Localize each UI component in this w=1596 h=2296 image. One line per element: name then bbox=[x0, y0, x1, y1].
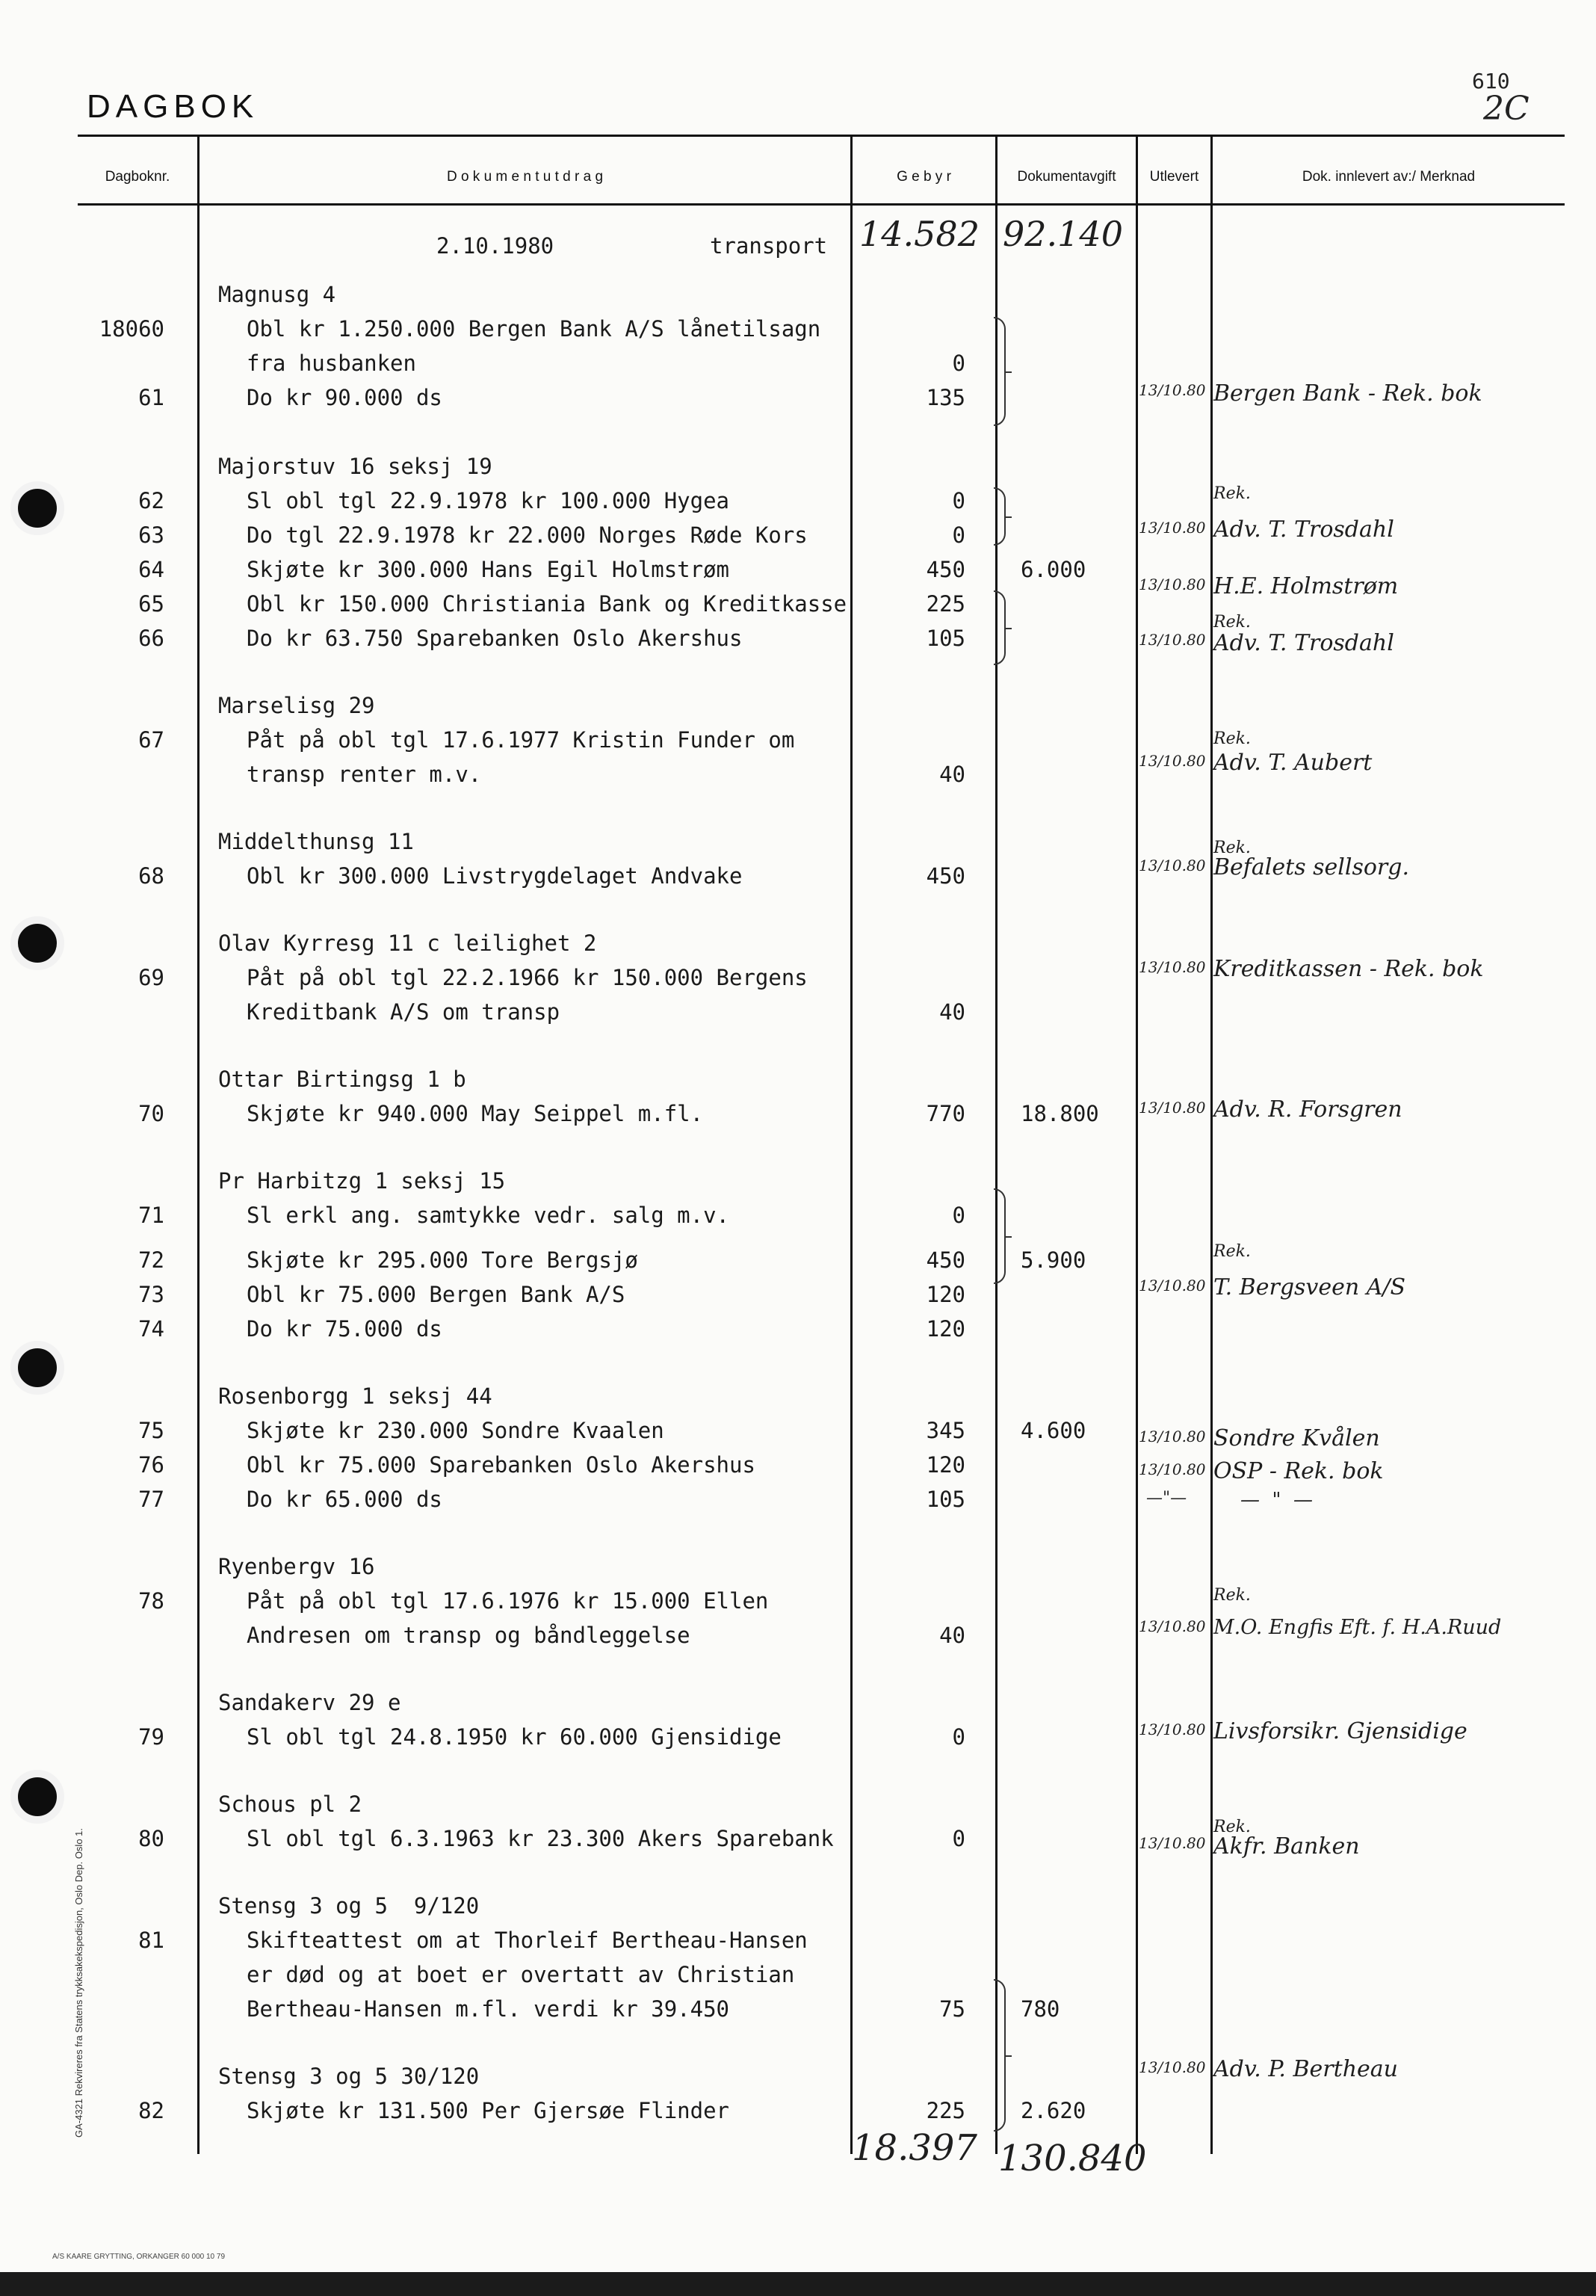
document-entry: Andresen om transp og båndleggelse bbox=[247, 1623, 690, 1648]
document-entry: Skjøte kr 131.500 Per Gjersøe Flinder bbox=[247, 2098, 730, 2123]
gebyr-value: 105 bbox=[926, 1487, 965, 1512]
dagboknr: 71 bbox=[138, 1203, 164, 1228]
gebyr-value: 0 bbox=[952, 1203, 965, 1228]
brace bbox=[994, 590, 1006, 665]
dagboknr: 77 bbox=[138, 1487, 164, 1512]
handwritten-note: T. Bergsveen A/S bbox=[1213, 1274, 1406, 1300]
handwritten-date: 13/10.80 bbox=[1139, 1428, 1206, 1445]
handwritten-note: Akfr. Banken bbox=[1213, 1833, 1360, 1860]
handwritten-date: 13/10.80 bbox=[1139, 958, 1206, 976]
property-heading: Ryenbergv 16 bbox=[218, 1554, 375, 1579]
gebyr-value: 40 bbox=[939, 999, 965, 1025]
punch-hole bbox=[10, 481, 64, 535]
handwritten-rek: Rek. bbox=[1213, 613, 1251, 632]
dagboknr: 76 bbox=[138, 1452, 164, 1478]
property-heading: Sandakerv 29 e bbox=[218, 1690, 401, 1715]
brace bbox=[994, 317, 1006, 426]
dagboknr: 70 bbox=[138, 1101, 164, 1126]
dagboknr: 69 bbox=[138, 965, 164, 990]
document-entry: Skjøte kr 230.000 Sondre Kvaalen bbox=[247, 1418, 664, 1443]
handwritten-date: 13/10.80 bbox=[1139, 1277, 1206, 1294]
column-rule bbox=[995, 135, 998, 2154]
handwritten-date: 13/10.80 bbox=[1139, 1099, 1206, 1117]
column-rule bbox=[850, 135, 853, 2154]
property-heading: Middelthunsg 11 bbox=[218, 829, 414, 854]
document-entry: Kreditbank A/S om transp bbox=[247, 999, 560, 1025]
handwritten-date: 13/10.80 bbox=[1139, 1721, 1206, 1738]
column-rule bbox=[197, 135, 200, 2154]
gebyr-value: 120 bbox=[926, 1316, 965, 1342]
brace bbox=[994, 1979, 1006, 2132]
transport-avgift-handwritten: 92.140 bbox=[1003, 214, 1123, 254]
gebyr-value: 0 bbox=[952, 1724, 965, 1750]
gebyr-value: 120 bbox=[926, 1282, 965, 1307]
column-header-utlevert: Utlevert bbox=[1149, 169, 1199, 185]
gebyr-value: 450 bbox=[926, 1247, 965, 1273]
dokumentavgift-value: 6.000 bbox=[1021, 557, 1086, 582]
column-header-dokumentavgift: Dokumentavgift bbox=[1017, 169, 1116, 185]
document-entry: Bertheau-Hansen m.fl. verdi kr 39.450 bbox=[247, 1996, 730, 2022]
gebyr-value: 135 bbox=[926, 385, 965, 410]
handwritten-note: Bergen Bank - Rek. bok bbox=[1213, 380, 1482, 407]
gebyr-value: 120 bbox=[926, 1452, 965, 1478]
document-entry: Obl kr 150.000 Christiania Bank og Kreditkasse bbox=[247, 591, 847, 617]
punch-hole bbox=[10, 916, 64, 970]
dagboknr: 82 bbox=[138, 2098, 164, 2123]
handwritten-ditto: — " — bbox=[1240, 1489, 1314, 1511]
dokumentavgift-value: 780 bbox=[1021, 1996, 1060, 2022]
column-header-dokumentutdrag: D o k u m e n t u t d r a g bbox=[446, 169, 604, 185]
document-entry: Sl erkl ang. samtykke vedr. salg m.v. bbox=[247, 1203, 730, 1228]
property-heading: Rosenborgg 1 seksj 44 bbox=[218, 1383, 492, 1409]
total-gebyr-handwritten: 18.397 bbox=[852, 2127, 977, 2169]
dagboknr: 64 bbox=[138, 557, 164, 582]
header-bottom-rule bbox=[78, 203, 1565, 206]
column-header-gebyr: G e b y r bbox=[897, 169, 951, 185]
brace bbox=[994, 1188, 1006, 1284]
document-entry: Do kr 63.750 Sparebanken Oslo Akershus bbox=[247, 626, 743, 651]
handwritten-date: 13/10.80 bbox=[1139, 631, 1206, 649]
punch-hole bbox=[10, 1770, 64, 1824]
handwritten-note: Befalets sellsorg. bbox=[1213, 854, 1410, 880]
page-number: 610 bbox=[1472, 69, 1510, 93]
handwritten-note: Adv. R. Forsgren bbox=[1213, 1096, 1402, 1123]
dagboknr: 81 bbox=[138, 1928, 164, 1953]
dagboknr: 72 bbox=[138, 1247, 164, 1273]
dagboknr: 18060 bbox=[99, 316, 164, 342]
handwritten-date: 13/10.80 bbox=[1139, 575, 1206, 593]
handwritten-ditto: —"— bbox=[1146, 1489, 1187, 1507]
handwritten-rek: Rek. bbox=[1213, 1818, 1251, 1836]
document-entry: Påt på obl tgl 17.6.1976 kr 15.000 Ellen bbox=[247, 1588, 769, 1614]
property-heading: Stensg 3 og 5 9/120 bbox=[218, 1893, 480, 1919]
document-entry: Obl kr 75.000 Bergen Bank A/S bbox=[247, 1282, 625, 1307]
dagboknr: 61 bbox=[138, 385, 164, 410]
document-entry: fra husbanken bbox=[247, 351, 416, 376]
handwritten-rek: Rek. bbox=[1213, 839, 1251, 857]
handwritten-date: 13/10.80 bbox=[1139, 519, 1206, 537]
dagboknr: 66 bbox=[138, 626, 164, 651]
gebyr-value: 770 bbox=[926, 1101, 965, 1126]
page-mark-handwritten: 2C bbox=[1483, 90, 1530, 128]
property-heading: Marselisg 29 bbox=[218, 693, 375, 718]
handwritten-rek: Rek. bbox=[1213, 484, 1251, 503]
document-entry: er død og at boet er overtatt av Christian bbox=[247, 1962, 795, 1987]
document-entry: Obl kr 300.000 Livstrygdelaget Andvake bbox=[247, 863, 743, 889]
dagboknr: 80 bbox=[138, 1826, 164, 1851]
dagboknr: 78 bbox=[138, 1588, 164, 1614]
dagboknr: 67 bbox=[138, 727, 164, 753]
handwritten-date: 13/10.80 bbox=[1139, 1834, 1206, 1852]
dagboknr: 65 bbox=[138, 591, 164, 617]
transport-date: 2.10.1980 bbox=[436, 233, 554, 259]
document-entry: Skjøte kr 300.000 Hans Egil Holmstrøm bbox=[247, 557, 730, 582]
printer-imprint: A/S KAARE GRYTTING, ORKANGER 60 000 10 79 bbox=[52, 2253, 226, 2261]
document-entry: Sl obl tgl 22.9.1978 kr 100.000 Hygea bbox=[247, 488, 730, 513]
property-heading: Pr Harbitzg 1 seksj 15 bbox=[218, 1168, 506, 1194]
handwritten-date: 13/10.80 bbox=[1139, 857, 1206, 874]
handwritten-note: Adv. T. Trosdahl bbox=[1213, 516, 1394, 543]
handwritten-note: Sondre Kvålen bbox=[1213, 1425, 1380, 1451]
gebyr-value: 40 bbox=[939, 762, 965, 787]
property-heading: Magnusg 4 bbox=[218, 282, 336, 307]
document-entry: Sl obl tgl 6.3.1963 kr 23.300 Akers Sparebank bbox=[247, 1826, 834, 1851]
column-rule bbox=[1210, 135, 1213, 2154]
transport-label: transport bbox=[710, 233, 828, 259]
gebyr-value: 450 bbox=[926, 863, 965, 889]
document-entry: Påt på obl tgl 22.2.1966 kr 150.000 Bergens bbox=[247, 965, 808, 990]
dagboknr: 73 bbox=[138, 1282, 164, 1307]
document-entry: Do tgl 22.9.1978 kr 22.000 Norges Røde Kors bbox=[247, 522, 808, 548]
handwritten-rek: Rek. bbox=[1213, 1242, 1251, 1261]
document-entry: Obl kr 75.000 Sparebanken Oslo Akershus bbox=[247, 1452, 755, 1478]
property-heading: Olav Kyrresg 11 c leilighet 2 bbox=[218, 931, 597, 956]
dokumentavgift-value: 4.600 bbox=[1021, 1418, 1086, 1443]
handwritten-note: Adv. T. Trosdahl bbox=[1213, 630, 1394, 656]
dokumentavgift-value: 5.900 bbox=[1021, 1247, 1086, 1273]
gebyr-value: 40 bbox=[939, 1623, 965, 1648]
gebyr-value: 345 bbox=[926, 1418, 965, 1443]
property-heading: Stensg 3 og 5 30/120 bbox=[218, 2064, 480, 2089]
page-title: DAGBOK bbox=[87, 88, 259, 125]
property-heading: Majorstuv 16 seksj 19 bbox=[218, 454, 492, 479]
handwritten-rek: Rek. bbox=[1213, 1586, 1251, 1605]
handwritten-date: 13/10.80 bbox=[1139, 381, 1206, 399]
total-avgift-handwritten: 130.840 bbox=[998, 2138, 1147, 2179]
document-entry: Skifteattest om at Thorleif Bertheau-Hansen bbox=[247, 1928, 808, 1953]
column-header-dagboknr: Dagboknr. bbox=[105, 169, 170, 185]
handwritten-note: H.E. Holmstrøm bbox=[1213, 573, 1399, 599]
document-entry: Do kr 65.000 ds bbox=[247, 1487, 442, 1512]
handwritten-date: 13/10.80 bbox=[1139, 2058, 1206, 2076]
gebyr-value: 225 bbox=[926, 591, 965, 617]
brace bbox=[994, 487, 1006, 546]
gebyr-value: 0 bbox=[952, 1826, 965, 1851]
gebyr-value: 0 bbox=[952, 351, 965, 376]
handwritten-date: 13/10.80 bbox=[1139, 1617, 1206, 1635]
handwritten-note: Adv. T. Aubert bbox=[1213, 750, 1373, 776]
dagboknr: 63 bbox=[138, 522, 164, 548]
document-entry: Do kr 75.000 ds bbox=[247, 1316, 442, 1342]
gebyr-value: 105 bbox=[926, 626, 965, 651]
document-entry: Skjøte kr 940.000 May Seippel m.fl. bbox=[247, 1101, 704, 1126]
dagboknr: 68 bbox=[138, 863, 164, 889]
column-rule bbox=[1136, 135, 1138, 2154]
dagboknr: 62 bbox=[138, 488, 164, 513]
gebyr-value: 75 bbox=[939, 1996, 965, 2022]
handwritten-date: 13/10.80 bbox=[1139, 752, 1206, 770]
form-number-side-text: GA-4321 Rekvireres fra Statens trykksakekspedisjon, Oslo Dep. Oslo 1. bbox=[73, 1827, 84, 2138]
punch-hole bbox=[10, 1341, 64, 1395]
property-heading: Ottar Birtingsg 1 b bbox=[218, 1067, 466, 1092]
handwritten-note: Livsforsikr. Gjensidige bbox=[1213, 1718, 1467, 1744]
transport-gebyr-handwritten: 14.582 bbox=[859, 214, 980, 254]
header-top-rule bbox=[78, 135, 1565, 137]
gebyr-value: 225 bbox=[926, 2098, 965, 2123]
dagboknr: 74 bbox=[138, 1316, 164, 1342]
dagboknr: 79 bbox=[138, 1724, 164, 1750]
document-entry: Skjøte kr 295.000 Tore Bergsjø bbox=[247, 1247, 638, 1273]
document-entry: Påt på obl tgl 17.6.1977 Kristin Funder om bbox=[247, 727, 795, 753]
handwritten-rek: Rek. bbox=[1213, 729, 1251, 748]
property-heading: Schous pl 2 bbox=[218, 1792, 362, 1817]
document-entry: Sl obl tgl 24.8.1950 kr 60.000 Gjensidige bbox=[247, 1724, 782, 1750]
handwritten-note: OSP - Rek. bok bbox=[1213, 1458, 1384, 1484]
handwritten-date: 13/10.80 bbox=[1139, 1460, 1206, 1478]
gebyr-value: 0 bbox=[952, 522, 965, 548]
handwritten-note: M.O. Engfis Eft. f. H.A.Ruud bbox=[1213, 1616, 1502, 1639]
document-entry: Obl kr 1.250.000 Bergen Bank A/S lånetilsagn bbox=[247, 316, 821, 342]
column-header-merknad: Dok. innlevert av:/ Merknad bbox=[1302, 169, 1476, 185]
document-entry: Do kr 90.000 ds bbox=[247, 385, 442, 410]
gebyr-value: 450 bbox=[926, 557, 965, 582]
dokumentavgift-value: 2.620 bbox=[1021, 2098, 1086, 2123]
handwritten-note: Kreditkassen - Rek. bok bbox=[1213, 956, 1484, 982]
handwritten-note: Adv. P. Bertheau bbox=[1213, 2056, 1398, 2082]
gebyr-value: 0 bbox=[952, 488, 965, 513]
dokumentavgift-value: 18.800 bbox=[1021, 1101, 1099, 1126]
document-entry: transp renter m.v. bbox=[247, 762, 482, 787]
dagboknr: 75 bbox=[138, 1418, 164, 1443]
